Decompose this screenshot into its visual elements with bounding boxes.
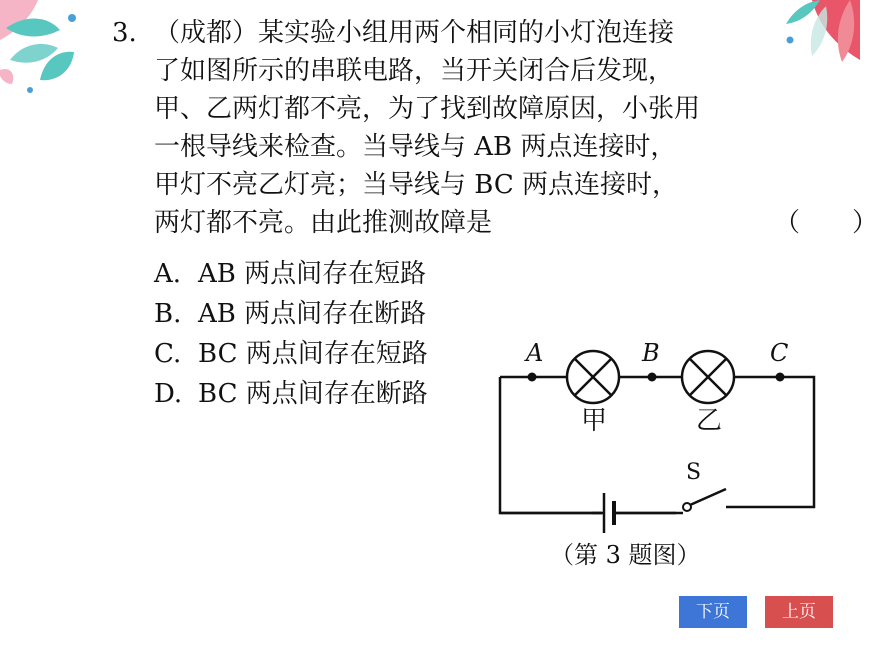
leaf-decoration-right: [750, 0, 860, 80]
question-line: 甲、乙两灯都不亮，为了找到故障原因，小张用: [154, 94, 701, 124]
question-line-text: （成都）某实验小组用两个相同的小灯泡连接: [154, 18, 675, 48]
option-letter: B.: [154, 299, 182, 329]
option-c[interactable]: [154, 334, 428, 374]
switch-icon: [676, 485, 726, 519]
circuit-wires: [500, 377, 814, 513]
question-line: [112, 14, 762, 52]
option-text: BC 两点间存在短路: [198, 339, 428, 369]
option-text: BC 两点间存在断路: [198, 379, 428, 409]
figure-caption: （第 3 题图）: [550, 541, 701, 569]
option-letter: C.: [154, 339, 182, 369]
question-text: [112, 14, 878, 242]
previous-page-button[interactable]: 上页: [765, 596, 833, 628]
label-lamp-jia: 甲: [581, 406, 608, 436]
question-line: [112, 204, 878, 242]
node-a: [528, 373, 537, 382]
question-line: 了如图所示的串联电路，当开关闭合后发现，: [154, 56, 675, 86]
option-d[interactable]: [154, 374, 428, 414]
lamp-yi-icon: [682, 351, 734, 403]
next-page-button[interactable]: 下页: [679, 596, 747, 628]
label-a: A: [526, 339, 544, 367]
option-text: AB 两点间存在短路: [198, 259, 427, 289]
label-lamp-yi: 乙: [696, 406, 723, 436]
leaf-decoration-left: [0, 0, 120, 110]
option-b[interactable]: [154, 294, 428, 334]
option-letter: A.: [154, 259, 182, 289]
label-switch: S: [686, 460, 702, 485]
option-text: AB 两点间存在断路: [198, 299, 427, 329]
battery-icon: [592, 493, 626, 533]
answer-bracket: （ ）: [774, 208, 878, 238]
option-a[interactable]: [154, 254, 428, 294]
node-b: [648, 373, 657, 382]
option-letter: D.: [154, 379, 183, 409]
question-line: 甲灯不亮乙灯亮；当导线与 BC 两点连接时，: [154, 170, 679, 200]
lamp-jia-icon: [567, 351, 619, 403]
label-c: C: [770, 339, 789, 367]
answer-options: [154, 254, 428, 414]
question-line-text: 两灯都不亮。由此推测故障是: [154, 208, 493, 238]
question-line: 一根导线来检查。当导线与 AB 两点连接时，: [154, 132, 677, 162]
question-number: 3.: [112, 18, 137, 48]
node-c: [776, 373, 785, 382]
label-b: B: [642, 339, 660, 367]
